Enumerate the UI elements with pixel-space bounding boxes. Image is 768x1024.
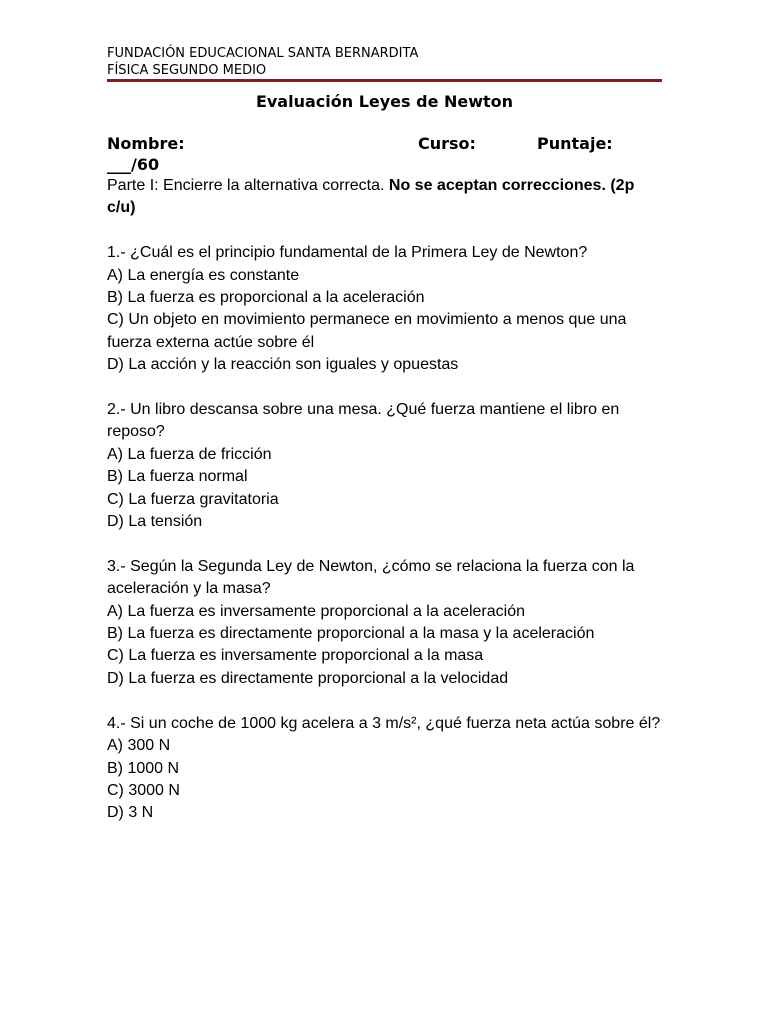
- question-2: [107, 399, 662, 533]
- question-prompt: 4.- Si un coche de 1000 kg acelera a 3 m/s², ¿qué fuerza neta actúa sobre él?: [107, 714, 661, 732]
- answer-option-d[interactable]: D) 3 N: [107, 804, 154, 822]
- header-rule: [107, 79, 662, 82]
- spacer: [107, 220, 662, 242]
- answer-option-b[interactable]: B) La fuerza normal: [107, 468, 248, 486]
- exam-body: [107, 175, 662, 825]
- answer-option-c[interactable]: C) La fuerza es inversamente proporcional a la masa: [107, 647, 484, 665]
- answer-option-a[interactable]: A) La energía es constante: [107, 266, 300, 284]
- answer-option-c[interactable]: C) La fuerza gravitatoria: [107, 490, 279, 508]
- answer-option-a[interactable]: A) 300 N: [107, 737, 171, 755]
- document-header: [107, 45, 662, 79]
- answer-option-a[interactable]: A) La fuerza de fricción: [107, 445, 272, 463]
- student-info-row: [107, 133, 662, 154]
- answer-option-d[interactable]: D) La fuerza es directamente proporcional a la velocidad: [107, 669, 509, 687]
- answer-option-b[interactable]: B) 1000 N: [107, 759, 180, 777]
- question-prompt: 2.- Un libro descansa sobre una mesa. ¿Qué fuerza mantiene el libro en reposo?: [107, 401, 620, 441]
- score-total: ___/60: [107, 155, 160, 174]
- answer-option-b[interactable]: B) La fuerza es directamente proporcional a la masa y la aceleración: [107, 625, 595, 643]
- instructions: [107, 175, 662, 220]
- answer-option-d[interactable]: D) La tensión: [107, 513, 203, 531]
- document-title: Evaluación Leyes de Newton: [255, 92, 514, 111]
- spacer: [107, 377, 662, 399]
- question-1: [107, 242, 662, 376]
- course-label: Curso:: [418, 134, 476, 153]
- score-label: Puntaje:: [537, 134, 613, 153]
- answer-option-c[interactable]: C) 3000 N: [107, 781, 180, 799]
- student-info: [107, 133, 662, 175]
- institution-name: FUNDACIÓN EDUCACIONAL SANTA BERNARDITA: [107, 46, 419, 61]
- instructions-bold: No se aceptan correcciones. (2p c/u): [107, 177, 635, 217]
- question-prompt: 1.- ¿Cuál es el principio fundamental de la Primera Ley de Newton?: [107, 244, 588, 262]
- spacer: [107, 533, 662, 555]
- question-4: [107, 713, 662, 825]
- question-3: [107, 556, 662, 690]
- instructions-text: Parte I: Encierre la alternativa correcta.: [107, 177, 385, 194]
- spacer: [107, 690, 662, 712]
- question-prompt: 3.- Según la Segunda Ley de Newton, ¿cómo se relaciona la fuerza con la aceleración y la masa?: [107, 557, 635, 598]
- answer-option-d[interactable]: D) La acción y la reacción son iguales y opuestas: [107, 356, 459, 374]
- name-label: Nombre:: [107, 134, 185, 153]
- answer-option-c[interactable]: C) Un objeto en movimiento permanece en movimiento a menos que una fuerza externa actúe sobre él: [107, 311, 627, 351]
- answer-option-b[interactable]: B) La fuerza es proporcional a la aceleración: [107, 289, 425, 307]
- answer-option-a[interactable]: A) La fuerza es inversamente proporcional a la aceleración: [107, 602, 526, 620]
- subject-name: FÍSICA SEGUNDO MEDIO: [107, 63, 267, 78]
